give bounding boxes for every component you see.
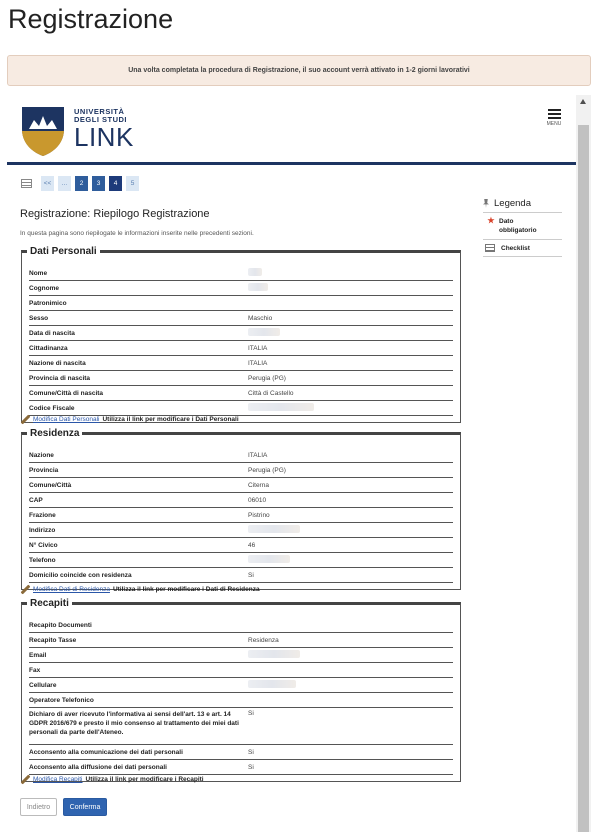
legend-title [483, 198, 562, 213]
table-row [29, 266, 453, 281]
table-row [29, 760, 453, 775]
row-value: 46 [248, 541, 256, 549]
pencil-icon [21, 415, 30, 424]
row-label: Cellulare [29, 681, 57, 689]
page-title: Registrazione [8, 4, 174, 34]
table-row [29, 508, 453, 523]
table-row [29, 523, 453, 538]
edit-contacts-hint: Utilizza il link per modificare i Recapiti [85, 776, 204, 783]
residence-legend: Residenza [30, 428, 80, 439]
redacted-value [248, 328, 280, 336]
scrollbar-thumb[interactable] [578, 125, 589, 832]
table-row [29, 633, 453, 648]
redacted-value [248, 650, 300, 658]
pencil-icon [21, 585, 30, 594]
logo-text-link: LINK [74, 122, 134, 152]
edit-personal-data-link[interactable]: Modifica Dati Personali [33, 416, 100, 423]
section-title: Registrazione: Riepilogo Registrazione [20, 208, 210, 220]
row-value: Perugia (PG) [248, 466, 286, 474]
pager-first[interactable]: << [41, 176, 54, 191]
pager-step-2[interactable]: 2 [75, 176, 88, 191]
section-subtitle: In questa pagina sono riepilogate le informazioni inserite nelle precedenti sezioni. [20, 230, 254, 237]
edit-residence-link[interactable]: Modifica Dati di Residenza [33, 586, 110, 593]
site-header [7, 95, 576, 161]
residence-fieldset [21, 428, 461, 590]
row-label: N° Civico [29, 541, 58, 549]
row-value: Città di Castello [248, 389, 294, 397]
contacts-legend: Recapiti [30, 598, 69, 609]
table-row [29, 708, 453, 745]
shield-logo-icon [20, 105, 66, 157]
row-value: Maschio [248, 314, 273, 322]
university-logo[interactable] [20, 105, 140, 157]
row-value [248, 283, 453, 293]
table-row [29, 463, 453, 478]
table-row [29, 448, 453, 463]
hamburger-icon-bar [548, 113, 561, 115]
redacted-value [248, 555, 290, 563]
edit-contacts [21, 775, 204, 784]
row-label: Acconsento alla comunicazione dei dati personali [29, 748, 183, 756]
edit-personal-data-hint: Utilizza il link per modificare i Dati Personali [102, 416, 239, 423]
legend-checklist-text: Checklist [501, 244, 530, 252]
table-row [29, 386, 453, 401]
row-label: Cittadinanza [29, 344, 68, 352]
redacted-value [248, 525, 300, 533]
row-value: Residenza [248, 636, 279, 644]
registration-frame [7, 95, 591, 832]
row-value: Si [248, 748, 254, 756]
row-value [248, 650, 453, 660]
personal-data-legend: Dati Personali [30, 246, 97, 257]
row-label: Operatore Telefonico [29, 696, 94, 704]
row-label: Nazione di nascita [29, 359, 86, 367]
table-row [29, 341, 453, 356]
row-value [248, 268, 453, 278]
table-row [29, 663, 453, 678]
row-value [248, 403, 453, 413]
redacted-value [248, 403, 314, 411]
table-row [29, 618, 453, 633]
hamburger-icon [548, 109, 561, 111]
list-icon[interactable] [21, 179, 32, 188]
row-label: Domicilio coincide con residenza [29, 571, 132, 579]
pager-step-3[interactable]: 3 [92, 176, 105, 191]
row-label: Data di nascita [29, 329, 75, 337]
menu-label: MENU [546, 121, 562, 127]
row-value: ITALIA [248, 359, 268, 367]
row-label: Nome [29, 269, 48, 277]
table-row [29, 693, 453, 708]
row-value: Si [248, 763, 254, 771]
table-row [29, 371, 453, 386]
row-label: Cognome [29, 284, 59, 292]
row-value: 06010 [248, 496, 267, 504]
legend-required [483, 213, 562, 240]
table-row [29, 568, 453, 583]
table-row [29, 401, 453, 416]
row-label: Sesso [29, 314, 49, 322]
row-value [248, 555, 453, 565]
redacted-value [248, 268, 262, 276]
row-value: ITALIA [248, 451, 268, 459]
row-label: Recapito Documenti [29, 621, 92, 629]
pin-icon [483, 199, 489, 208]
row-label: Fax [29, 666, 41, 674]
vertical-scrollbar[interactable] [576, 95, 591, 832]
row-label: Recapito Tasse [29, 636, 77, 644]
row-label: Comune/Città [29, 481, 72, 489]
back-button[interactable]: Indietro [20, 798, 57, 816]
header-divider [7, 162, 576, 165]
row-label: Acconsento alla diffusione dei dati personali [29, 763, 167, 771]
table-row [29, 538, 453, 553]
pager-step-5[interactable]: 5 [126, 176, 139, 191]
logo-text-top: UNIVERSITÀ DEGLI STUDI [74, 107, 128, 124]
scroll-up-arrow-icon[interactable] [580, 99, 586, 104]
row-value: Citerna [248, 481, 269, 489]
edit-contacts-link[interactable]: Modifica Recapiti [33, 776, 83, 783]
row-value [248, 328, 453, 338]
personal-data-fieldset [21, 246, 461, 423]
menu-button[interactable] [546, 109, 562, 127]
row-label: Telefono [29, 556, 56, 564]
redacted-value [248, 283, 268, 291]
row-label: Nazione [29, 451, 54, 459]
row-value: Si [248, 710, 254, 717]
pager-step-4-current[interactable]: 4 [109, 176, 122, 191]
row-label: Indirizzo [29, 526, 56, 534]
table-row [29, 281, 453, 296]
row-value: ITALIA [248, 344, 268, 352]
table-row [29, 311, 453, 326]
table-row [29, 326, 453, 341]
legend-checklist[interactable] [483, 240, 562, 257]
checklist-icon [485, 244, 495, 252]
row-value: Pistrino [248, 511, 270, 519]
row-value: Perugia (PG) [248, 374, 286, 382]
activation-notice: Una volta completata la procedura di Registrazione, il suo account verrà attivato in 1-2 giorni lavorativi [7, 55, 591, 86]
row-label: Provincia di nascita [29, 374, 91, 382]
row-value [248, 680, 453, 690]
row-value: Si [248, 571, 254, 579]
confirm-button[interactable]: Conferma [63, 798, 107, 816]
table-row [29, 356, 453, 371]
table-row [29, 648, 453, 663]
row-label: CAP [29, 496, 43, 504]
table-row [29, 678, 453, 693]
row-label: Patronimico [29, 299, 67, 307]
edit-residence-hint: Utilizza il link per modificare i Dati di Residenza [112, 586, 260, 593]
table-row [29, 296, 453, 311]
table-row [29, 493, 453, 508]
row-label: Dichiaro di aver ricevuto l'informativa ai sensi dell'art. 13 e art. 14 GDPR 2016/679 e presto il mio consenso al trattamento dei miei dati personali da parte dell'Ateneo. [29, 711, 239, 736]
legend-panel [483, 198, 562, 257]
legend-title-text: Legenda [494, 198, 531, 209]
row-label: Frazione [29, 511, 56, 519]
row-label: Codice Fiscale [29, 404, 75, 412]
table-row [29, 478, 453, 493]
row-label: Provincia [29, 466, 59, 474]
row-label: Email [29, 651, 47, 659]
row-label: Comune/Città di nascita [29, 389, 104, 397]
table-row [29, 553, 453, 568]
redacted-value [248, 680, 296, 688]
edit-personal-data [21, 415, 239, 424]
hamburger-icon-bar [548, 117, 561, 119]
contacts-fieldset [21, 598, 461, 782]
pager-ellipsis[interactable]: ... [58, 176, 71, 191]
pencil-icon [21, 775, 30, 784]
legend-required-text: Dato obbligatorio [499, 218, 537, 234]
star-icon: ★ [487, 216, 495, 225]
step-pager [21, 176, 143, 191]
row-value [248, 525, 453, 535]
table-row [29, 745, 453, 760]
edit-residence [21, 585, 260, 594]
